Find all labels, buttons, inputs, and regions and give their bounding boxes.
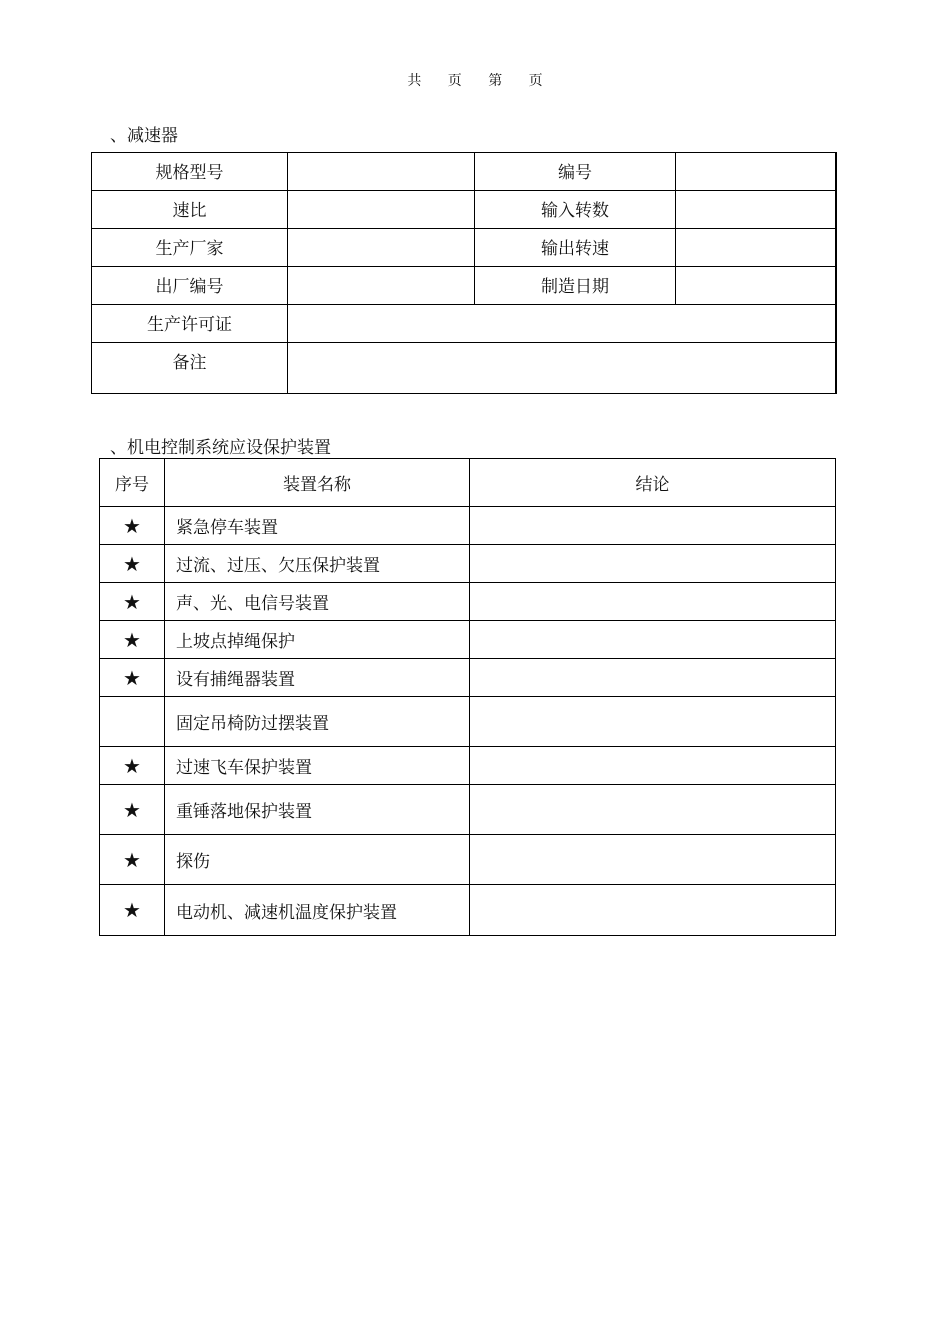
conclusion-cell[interactable] xyxy=(470,545,836,583)
factory-number-value[interactable] xyxy=(288,267,475,305)
protection-section-title: 、机电控制系统应设保护装置 xyxy=(110,438,331,458)
star-icon: ★ xyxy=(100,785,165,835)
manufacture-date-value[interactable] xyxy=(676,267,836,305)
table-row xyxy=(100,835,836,885)
device-name: 电动机、减速机温度保护装置 xyxy=(165,885,470,936)
manufacturer-label: 生产厂家 xyxy=(92,229,288,267)
remarks-value[interactable] xyxy=(288,343,836,394)
header-page-label-2: 页 xyxy=(528,73,543,89)
conclusion-cell[interactable] xyxy=(470,507,836,545)
speed-ratio-label: 速比 xyxy=(92,191,288,229)
device-name: 固定吊椅防过摆装置 xyxy=(165,697,470,747)
star-icon: ★ xyxy=(100,659,165,697)
spec-model-value[interactable] xyxy=(288,153,475,191)
device-name: 声、光、电信号装置 xyxy=(165,583,470,621)
output-speed-label: 输出转速 xyxy=(475,229,676,267)
table-row xyxy=(92,305,836,343)
device-name: 过速飞车保护装置 xyxy=(165,747,470,785)
table-row xyxy=(92,343,836,394)
manufacture-date-label: 制造日期 xyxy=(475,267,676,305)
reducer-table xyxy=(91,152,837,394)
output-speed-value[interactable] xyxy=(676,229,836,267)
conclusion-cell[interactable] xyxy=(470,659,836,697)
page-header xyxy=(0,70,950,90)
table-row xyxy=(92,229,836,267)
table-row xyxy=(100,507,836,545)
column-header-index: 序号 xyxy=(100,459,165,507)
input-speed-value[interactable] xyxy=(676,191,836,229)
speed-ratio-value[interactable] xyxy=(288,191,475,229)
table-row xyxy=(100,885,836,936)
star-icon: ★ xyxy=(100,583,165,621)
protection-device-table xyxy=(99,458,836,936)
star-icon: ★ xyxy=(100,621,165,659)
star-icon: ★ xyxy=(100,835,165,885)
table-row xyxy=(100,545,836,583)
serial-number-label: 编号 xyxy=(475,153,676,191)
column-header-device-name: 装置名称 xyxy=(165,459,470,507)
factory-number-label: 出厂编号 xyxy=(92,267,288,305)
table-header-row xyxy=(100,459,836,507)
license-label: 生产许可证 xyxy=(92,305,288,343)
header-number-label: 第 xyxy=(488,73,503,89)
reducer-section-title: 、减速器 xyxy=(110,126,178,146)
table-row xyxy=(100,621,836,659)
table-row xyxy=(92,153,836,191)
table-row xyxy=(92,267,836,305)
spec-model-label: 规格型号 xyxy=(92,153,288,191)
conclusion-cell[interactable] xyxy=(470,621,836,659)
table-row xyxy=(100,659,836,697)
table-row xyxy=(100,785,836,835)
table-row xyxy=(92,191,836,229)
star-icon: ★ xyxy=(100,747,165,785)
conclusion-cell[interactable] xyxy=(470,697,836,747)
remarks-label: 备注 xyxy=(92,343,288,394)
header-total-label: 共 xyxy=(407,73,422,89)
device-name: 过流、过压、欠压保护装置 xyxy=(165,545,470,583)
column-header-conclusion: 结论 xyxy=(470,459,836,507)
input-speed-label: 输入转数 xyxy=(475,191,676,229)
star-icon: ★ xyxy=(100,507,165,545)
manufacturer-value[interactable] xyxy=(288,229,475,267)
conclusion-cell[interactable] xyxy=(470,583,836,621)
star-icon: ★ xyxy=(100,545,165,583)
device-name: 设有捕绳器装置 xyxy=(165,659,470,697)
serial-number-value[interactable] xyxy=(676,153,836,191)
conclusion-cell[interactable] xyxy=(470,747,836,785)
device-name: 上坡点掉绳保护 xyxy=(165,621,470,659)
device-name: 紧急停车装置 xyxy=(165,507,470,545)
conclusion-cell[interactable] xyxy=(470,885,836,936)
conclusion-cell[interactable] xyxy=(470,835,836,885)
device-name: 重锤落地保护装置 xyxy=(165,785,470,835)
license-value[interactable] xyxy=(288,305,836,343)
table-row xyxy=(100,583,836,621)
row-marker xyxy=(100,697,165,747)
device-name: 探伤 xyxy=(165,835,470,885)
table-row xyxy=(100,697,836,747)
star-icon: ★ xyxy=(100,885,165,936)
header-page-label: 页 xyxy=(447,73,462,89)
table-row xyxy=(100,747,836,785)
conclusion-cell[interactable] xyxy=(470,785,836,835)
